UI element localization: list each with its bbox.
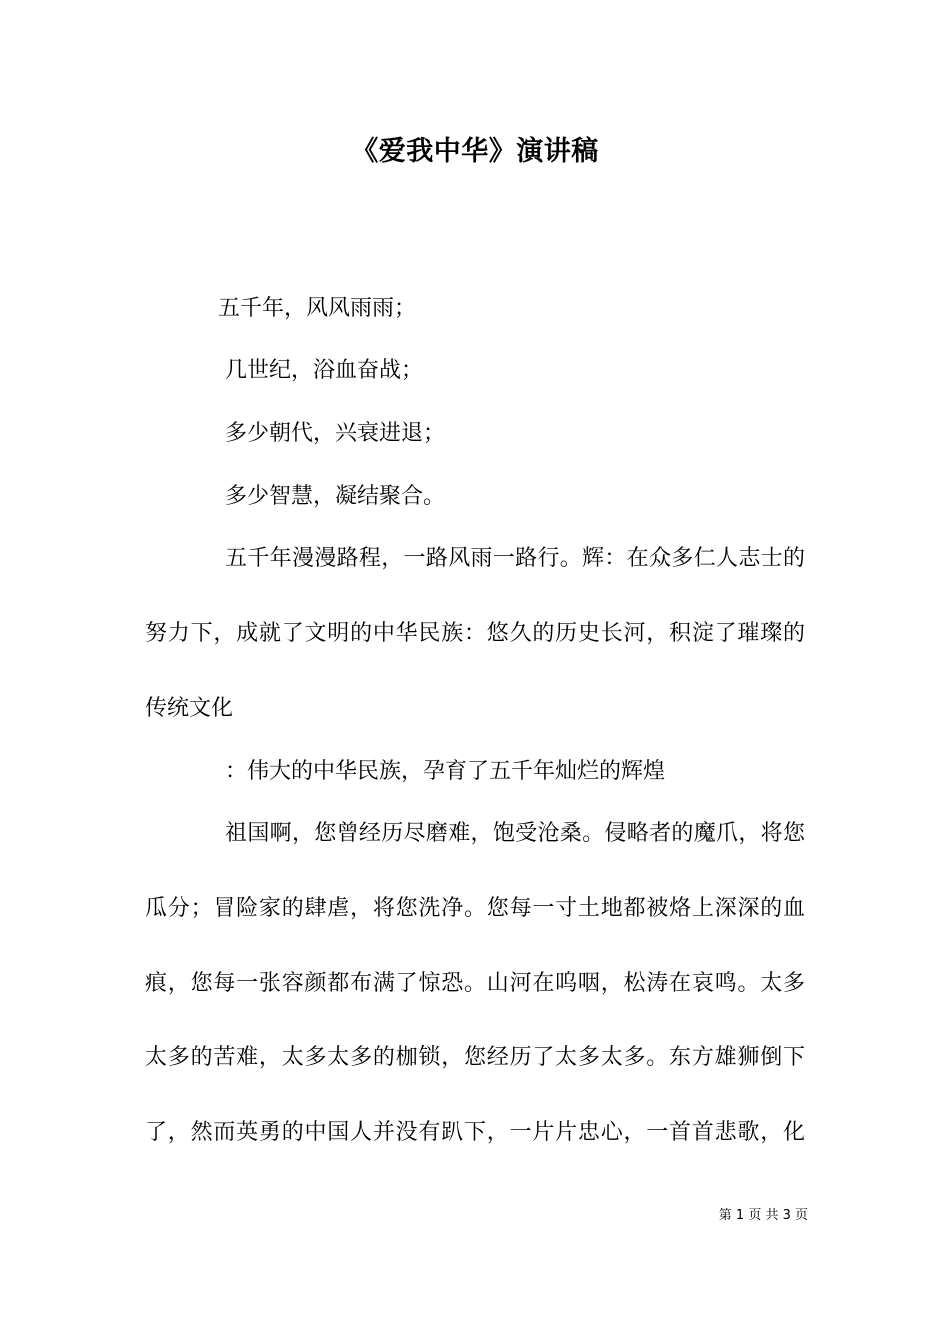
paragraph-line: 五千年漫漫路程，一路风雨一路行。辉：在众多仁人志士的 <box>225 546 805 571</box>
page-number-footer: 第 1 页 共 3 页 <box>718 1208 808 1223</box>
poem-line: 多少朝代，兴衰进退； <box>225 421 446 446</box>
paragraph-line: 努力下，成就了文明的中华民族：悠久的历史长河，积淀了璀璨的 <box>145 621 805 646</box>
paragraph-line: 痕，您每一张容颜都布满了惊恐。山河在呜咽，松涛在哀鸣。太多 <box>145 971 805 996</box>
paragraph-line: 了，然而英勇的中国人并没有趴下，一片片忠心，一首首悲歌，化 <box>145 1120 805 1145</box>
paragraph-line: ：伟大的中华民族，孕育了五千年灿烂的辉煌 <box>225 759 666 784</box>
paragraph-line: 太多的苦难，太多太多的枷锁，您经历了太多太多。东方雄狮倒下 <box>145 1045 805 1070</box>
poem-line: 几世纪，浴血奋战； <box>225 358 424 383</box>
paragraph-line: 传统文化 <box>145 696 234 721</box>
paragraph-line: 祖国啊，您曾经历尽磨难，饱受沧桑。侵略者的魔爪，将您 <box>225 821 805 846</box>
poem-line: 五千年，风风雨雨； <box>218 296 417 321</box>
document-title: 《爱我中华》演讲稿 <box>351 136 599 167</box>
paragraph-line: 瓜分；冒险家的肆虐，将您洗净。您每一寸土地都被烙上深深的血 <box>145 896 805 921</box>
poem-line: 多少智慧，凝结聚合。 <box>225 484 446 509</box>
